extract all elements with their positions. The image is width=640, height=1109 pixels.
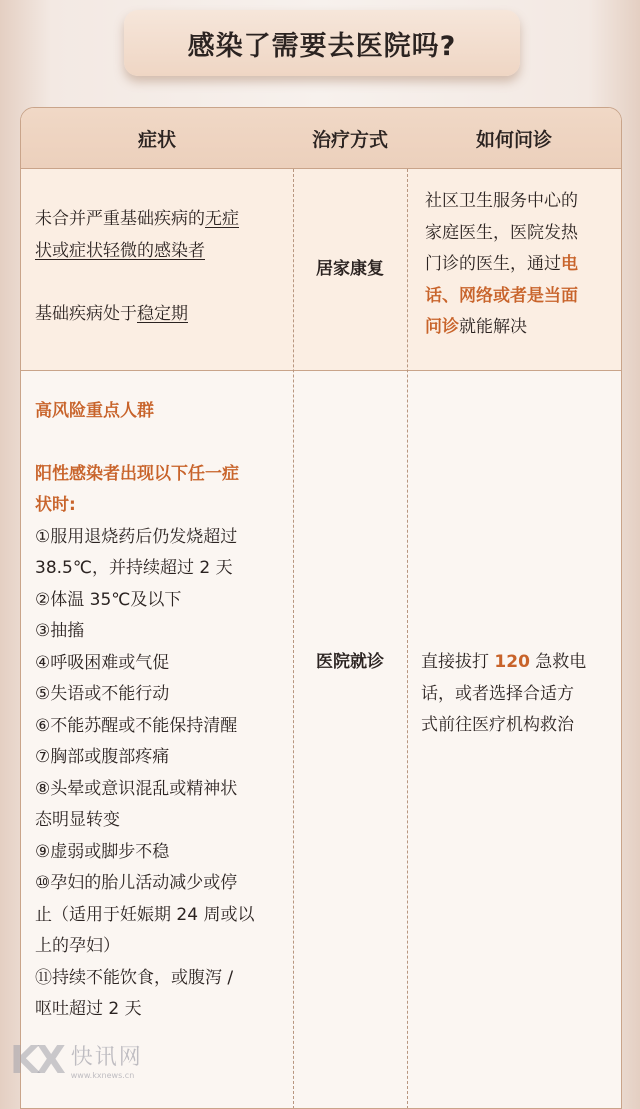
- condition-heading: 状时:: [35, 495, 76, 515]
- row1-symptom: [35, 204, 287, 331]
- symptom-underlined: 稳定期: [137, 304, 188, 324]
- condition-heading: 阳性感染者出现以下任一症: [35, 463, 239, 484]
- row2-treatment: 医院就诊: [316, 652, 384, 673]
- list-item: ⑪持续不能饮食，或腹泻 /: [35, 967, 234, 988]
- table-header: [21, 108, 621, 169]
- list-item: 态明显转变: [35, 810, 120, 830]
- symptom-text: 基础疾病处于: [35, 304, 137, 324]
- consult-text: 式前往医疗机构救治: [421, 715, 574, 735]
- list-item: ⑤失语或不能行动: [35, 684, 170, 704]
- header-treatment: 治疗方式: [311, 128, 388, 151]
- list-item: ⑨虚弱或脚步不稳: [35, 841, 170, 862]
- info-table: [20, 107, 622, 1109]
- symptom-text: 未合并严重基础疾病的: [35, 209, 205, 229]
- list-item: ①服用退烧药后仍发烧超过: [35, 526, 238, 547]
- watermark-name: 快讯网: [70, 1045, 143, 1070]
- consult-text: 门诊的医生，通过: [425, 254, 561, 274]
- consult-highlight: 问诊: [425, 317, 459, 337]
- symptom-list: [35, 522, 291, 1026]
- list-item: ⑩孕妇的胎儿活动减少或停: [35, 873, 238, 893]
- list-item: ④呼吸困难或气促: [35, 652, 170, 673]
- list-item: ⑥不能苏醒或不能保持清醒: [35, 715, 238, 736]
- page-title: 感染了需要去医院吗?: [187, 30, 457, 62]
- list-item: ⑦胸部或腹部疼痛: [35, 747, 170, 767]
- row1-consult: [425, 186, 615, 344]
- emergency-number: 120: [494, 652, 530, 672]
- consult-text: 家庭医生，医院发热: [425, 222, 578, 243]
- group-title: 高风险重点人群: [35, 401, 154, 421]
- column-divider: [407, 169, 408, 1109]
- watermark-logo: KX: [10, 1038, 63, 1082]
- list-item: 呕吐超过 2 天: [35, 999, 142, 1019]
- header-symptom: 症状: [137, 128, 176, 151]
- row2-consult: [421, 647, 619, 742]
- consult-text: 社区卫生服务中心的: [425, 191, 578, 211]
- consult-text: 话，或者选择合适方: [421, 683, 574, 704]
- list-item: 38.5℃，并持续超过 2 天: [35, 558, 233, 578]
- list-item: 止（适用于妊娠期 24 周或以: [35, 904, 255, 925]
- list-item: ②体温 35℃及以下: [35, 589, 182, 610]
- list-item: 上的孕妇）: [35, 936, 120, 956]
- consult-highlight: 话、网络或者是当面: [425, 285, 578, 306]
- symptom-underlined: 状或症状轻微的感染者: [35, 240, 205, 261]
- consult-highlight: 电: [561, 254, 578, 274]
- row1-treatment: 居家康复: [316, 258, 384, 279]
- watermark-url: www.kxnews.cn: [70, 1071, 135, 1080]
- list-item: ③抽搐: [35, 621, 85, 641]
- consult-text: 急救电: [529, 652, 587, 672]
- header-consult: 如何问诊: [475, 128, 552, 151]
- list-item: ⑧头晕或意识混乱或精神状: [35, 778, 238, 799]
- row2-symptom: [35, 396, 291, 1026]
- consult-text: 就能解决: [459, 317, 527, 337]
- title-banner: [124, 10, 520, 76]
- consult-text: 直接拔打: [421, 652, 495, 672]
- symptom-underlined: 无症: [205, 209, 239, 229]
- watermark: [10, 1038, 143, 1082]
